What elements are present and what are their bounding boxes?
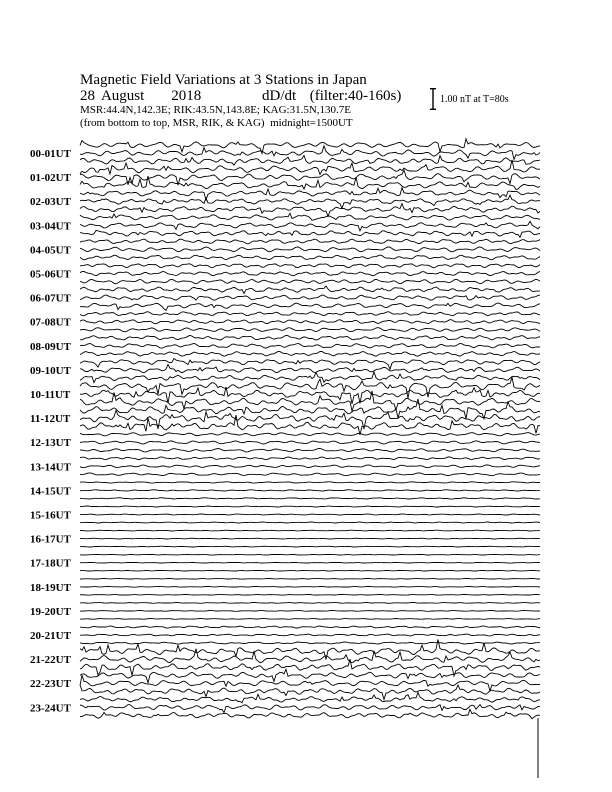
trace-kag: [80, 530, 540, 531]
trace-msr: [80, 255, 540, 260]
hour-label: 05-06UT: [30, 268, 71, 281]
hour-label: 12-13UT: [30, 437, 71, 450]
hour-label: 08-09UT: [30, 340, 71, 353]
trace-rik: [80, 611, 540, 612]
trace-msr: [80, 204, 540, 217]
hour-label: 19-20UT: [30, 605, 71, 618]
hour-label: 18-19UT: [30, 581, 71, 594]
trace-kag: [80, 335, 540, 340]
trace-rik: [80, 649, 540, 663]
trace-kag: [80, 264, 540, 268]
filter-label: (filter:40-160s): [309, 88, 402, 104]
trace-msr: [80, 522, 540, 523]
trace-msr: [80, 709, 540, 718]
trace-rik: [80, 320, 540, 324]
trace-msr: [80, 230, 540, 237]
trace-rik: [80, 634, 540, 636]
hour-label: 07-08UT: [30, 316, 71, 329]
trace-rik: [80, 441, 540, 444]
hour-label: 04-05UT: [30, 244, 71, 257]
trace-kag: [80, 669, 540, 683]
trace-kag: [80, 286, 540, 294]
trace-rik: [80, 170, 540, 185]
hour-label: 21-22UT: [30, 654, 71, 667]
trace-rik: [80, 295, 540, 300]
trace-msr: [80, 594, 540, 595]
trace-rik: [80, 587, 540, 588]
trace-rik: [80, 514, 540, 515]
quantity-label: dD/dt: [262, 88, 297, 104]
scale-label: 1.00 nT at T=80s: [440, 94, 509, 105]
hour-label: 17-18UT: [30, 557, 71, 570]
trace-kag: [80, 482, 540, 483]
trace-kag: [80, 312, 540, 316]
trace-rik: [80, 490, 540, 491]
trace-msr: [80, 352, 540, 357]
hour-label: 20-21UT: [30, 630, 71, 642]
trace-kag: [80, 358, 540, 369]
midnight-note: midnight=1500UT: [270, 117, 353, 129]
hour-label: 13-14UT: [30, 461, 71, 474]
trace-rik: [80, 465, 540, 468]
trace-kag: [80, 433, 540, 436]
hour-label: 02-03UT: [30, 196, 71, 209]
date-month: August: [100, 88, 145, 104]
trace-kag: [80, 188, 540, 200]
trace-rik: [80, 562, 540, 563]
trace-msr: [80, 303, 540, 310]
trace-msr: [80, 449, 540, 452]
trace-msr: [80, 498, 540, 499]
trace-rik: [80, 272, 540, 276]
date-day: 28: [80, 88, 95, 104]
hour-label: 06-07UT: [30, 292, 71, 305]
hour-label: 15-16UT: [30, 509, 71, 522]
hour-label: 14-15UT: [30, 485, 71, 498]
trace-kag: [80, 506, 540, 507]
trace-rik: [80, 538, 540, 539]
hour-label: 09-10UT: [30, 364, 71, 377]
trace-rik: [80, 365, 540, 373]
hour-label: 10-11UT: [30, 389, 71, 401]
trace-msr: [80, 659, 540, 676]
trace-kag: [80, 603, 540, 604]
trace-rik: [80, 247, 540, 252]
hour-label: 16-17UT: [30, 533, 71, 546]
trace-msr: [80, 619, 540, 620]
trace-msr: [80, 328, 540, 332]
trace-kag: [80, 554, 540, 555]
trace-kag: [80, 578, 540, 579]
trace-msr: [80, 546, 540, 547]
trace-msr: [80, 473, 540, 476]
trace-kag: [80, 457, 540, 460]
trace-msr: [80, 155, 540, 165]
trace-kag: [80, 213, 540, 220]
trace-kag: [80, 626, 540, 628]
hour-label: 01-02UT: [30, 172, 71, 185]
trace-rik: [80, 411, 540, 430]
hour-label: 23-24UT: [30, 702, 71, 715]
stations-line: MSR:44.4N,142.3E; RIK:43.5N,143.8E; KAG:31.5N,130.7E: [80, 104, 352, 116]
hour-label: 03-04UT: [30, 220, 71, 233]
date-year: 2018: [171, 88, 202, 104]
chart-title: Magnetic Field Variations at 3 Stations in Japan: [80, 72, 367, 88]
trace-kag: [80, 239, 540, 244]
trace-msr: [80, 642, 540, 644]
hour-label: 11-12UT: [30, 413, 71, 426]
trace-msr: [80, 372, 540, 383]
order-note: (from bottom to top, MSR, RIK, & KAG): [80, 117, 265, 129]
trace-rik: [80, 146, 540, 160]
trace-rik: [80, 344, 540, 349]
trace-rik: [80, 221, 540, 231]
trace-msr: [80, 570, 540, 571]
hour-label: 22-23UT: [30, 678, 71, 691]
trace-rik: [80, 195, 540, 208]
trace-msr: [80, 279, 540, 284]
hour-label: 00-01UT: [30, 148, 71, 160]
trace-kag: [80, 377, 540, 398]
